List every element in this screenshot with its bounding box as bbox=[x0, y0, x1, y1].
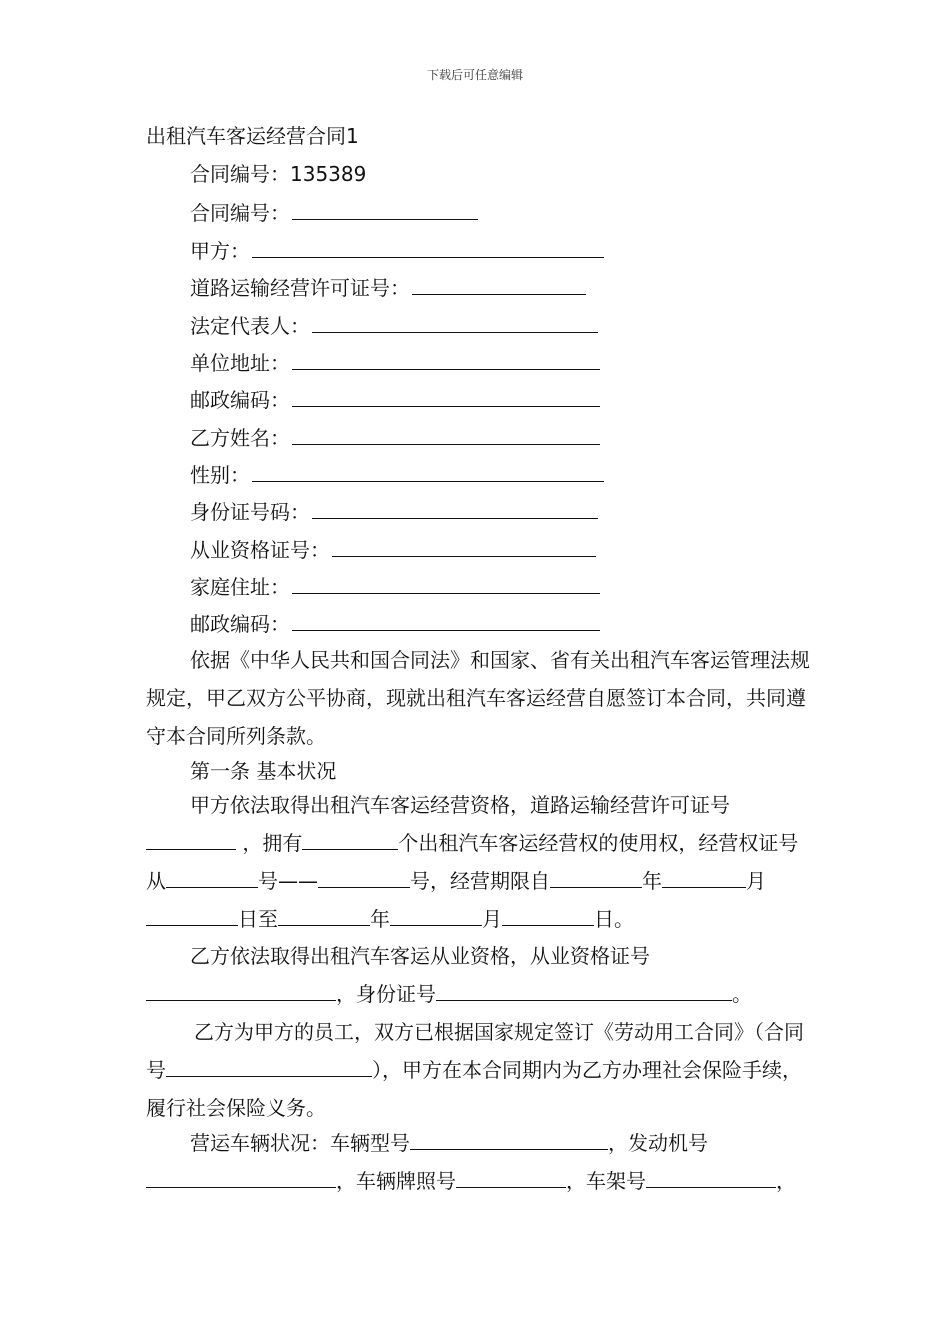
party-a-field bbox=[190, 235, 604, 265]
contract-number-filled bbox=[190, 160, 366, 188]
end-month-blank[interactable] bbox=[390, 903, 482, 926]
article-1-paragraph-1 bbox=[146, 786, 810, 938]
p1-text-e: 号，经营期限自 bbox=[410, 869, 550, 893]
end-day-blank[interactable] bbox=[502, 903, 594, 926]
party-b-name-field bbox=[190, 422, 600, 452]
gender-field bbox=[190, 459, 604, 489]
field-label: 法定代表人： bbox=[190, 314, 310, 338]
vehicle-model-blank[interactable] bbox=[410, 1127, 608, 1150]
field-label: 单位地址： bbox=[190, 351, 290, 375]
p1-text-i: 年 bbox=[370, 907, 390, 931]
frame-number-blank[interactable] bbox=[646, 1165, 776, 1188]
p3-text-a: 乙方为甲方的员工，双方已根据国家规定签订《劳动用工合同》（合同号 bbox=[146, 1020, 804, 1082]
qualification-number-blank[interactable] bbox=[146, 978, 336, 1001]
legal-representative-field bbox=[190, 310, 598, 340]
document-title: 出租汽车客运经营合同1 bbox=[146, 124, 359, 148]
qualification-cert-field bbox=[190, 534, 596, 564]
p1-text-a: 甲方依法取得出租汽车客运经营资格，道路运输经营许可证号 bbox=[190, 793, 730, 817]
postal-code-b-blank[interactable] bbox=[292, 608, 600, 631]
home-address-field bbox=[190, 571, 600, 601]
field-label: 身份证号码： bbox=[190, 500, 310, 524]
rights-count-blank[interactable] bbox=[302, 827, 398, 850]
contract-number-blank[interactable] bbox=[292, 197, 478, 220]
p2-text-b: ，身份证号 bbox=[336, 982, 436, 1006]
p4-text-c: ，车辆牌照号 bbox=[336, 1169, 456, 1193]
p1-text-g: 月 bbox=[746, 869, 766, 893]
field-label: 甲方： bbox=[190, 239, 250, 263]
cert-to-blank[interactable] bbox=[318, 865, 410, 888]
id-number-blank[interactable] bbox=[312, 496, 598, 519]
p2-text-a: 乙方依法取得出租汽车客运从业资格，从业资格证号 bbox=[190, 944, 650, 968]
transport-license-blank[interactable] bbox=[412, 272, 586, 295]
p1-text-c: 个出租汽车客运经营权的使用权，经营权证号从 bbox=[146, 831, 799, 893]
p4-text-a: 营运车辆状况：车辆型号 bbox=[190, 1131, 410, 1155]
start-day-blank[interactable] bbox=[146, 903, 238, 926]
p1-text-j: 月 bbox=[482, 907, 502, 931]
p4-text-d: ，车架号 bbox=[566, 1169, 646, 1193]
article-1-title: 第一条 基本状况 bbox=[190, 759, 337, 783]
start-month-blank[interactable] bbox=[662, 865, 746, 888]
intro-paragraph: 依据《中华人民共和国合同法》和国家、省有关出租汽车客运管理法规规定，甲乙双方公平协商，现就出租汽车客运经营自愿签订本合同，共同遵守本合同所列条款。 bbox=[146, 648, 810, 748]
field-label: 邮政编码： bbox=[190, 612, 290, 636]
article-1-paragraph-2 bbox=[146, 937, 810, 1013]
p1-text-h: 日至 bbox=[238, 907, 278, 931]
gender-blank[interactable] bbox=[252, 459, 604, 482]
id-card-blank[interactable] bbox=[436, 978, 732, 1001]
engine-number-blank[interactable] bbox=[146, 1165, 336, 1188]
start-year-blank[interactable] bbox=[550, 865, 642, 888]
company-address-field bbox=[190, 347, 600, 377]
p1-text-d: 号—— bbox=[258, 869, 318, 893]
field-label: 合同编号： bbox=[190, 201, 290, 225]
postal-code-a-blank[interactable] bbox=[292, 384, 600, 407]
article-1-paragraph-4 bbox=[146, 1124, 810, 1200]
p1-text-f: 年 bbox=[642, 869, 662, 893]
p4-text-e: ， bbox=[776, 1169, 796, 1193]
labor-contract-number-blank[interactable] bbox=[166, 1054, 372, 1077]
party-a-blank[interactable] bbox=[252, 235, 604, 258]
p4-text-b: ，发动机号 bbox=[608, 1131, 708, 1155]
field-label: 从业资格证号： bbox=[190, 538, 330, 562]
id-number-field bbox=[190, 496, 598, 526]
p3-text-b: ），甲方在本合同期内为乙方办理社会保险手续，履行社会保险义务。 bbox=[146, 1058, 802, 1120]
field-label: 性别： bbox=[190, 463, 250, 487]
plate-number-blank[interactable] bbox=[456, 1165, 566, 1188]
company-address-blank[interactable] bbox=[292, 347, 600, 370]
cert-from-blank[interactable] bbox=[166, 865, 258, 888]
end-year-blank[interactable] bbox=[278, 903, 370, 926]
legal-representative-blank[interactable] bbox=[312, 310, 598, 333]
field-label: 家庭住址： bbox=[190, 575, 290, 599]
field-label: 合同编号：135389 bbox=[190, 162, 367, 186]
field-label: 邮政编码： bbox=[190, 388, 290, 412]
p1-text-b: ，拥有 bbox=[242, 831, 303, 855]
postal-code-b-field bbox=[190, 608, 600, 638]
field-label: 乙方姓名： bbox=[190, 426, 290, 450]
header-note: 下载后可任意编辑 bbox=[426, 68, 523, 82]
home-address-blank[interactable] bbox=[292, 571, 600, 594]
article-1-paragraph-3 bbox=[146, 1013, 810, 1127]
contract-number-field bbox=[190, 197, 478, 227]
field-label: 道路运输经营许可证号： bbox=[190, 276, 410, 300]
postal-code-a-field bbox=[190, 384, 600, 414]
qualification-cert-blank[interactable] bbox=[332, 534, 596, 557]
p2-text-c: 。 bbox=[732, 982, 752, 1006]
transport-license-field bbox=[190, 272, 586, 302]
license-number-blank[interactable] bbox=[146, 827, 236, 850]
party-b-name-blank[interactable] bbox=[292, 422, 600, 445]
p1-text-k: 日。 bbox=[594, 907, 634, 931]
